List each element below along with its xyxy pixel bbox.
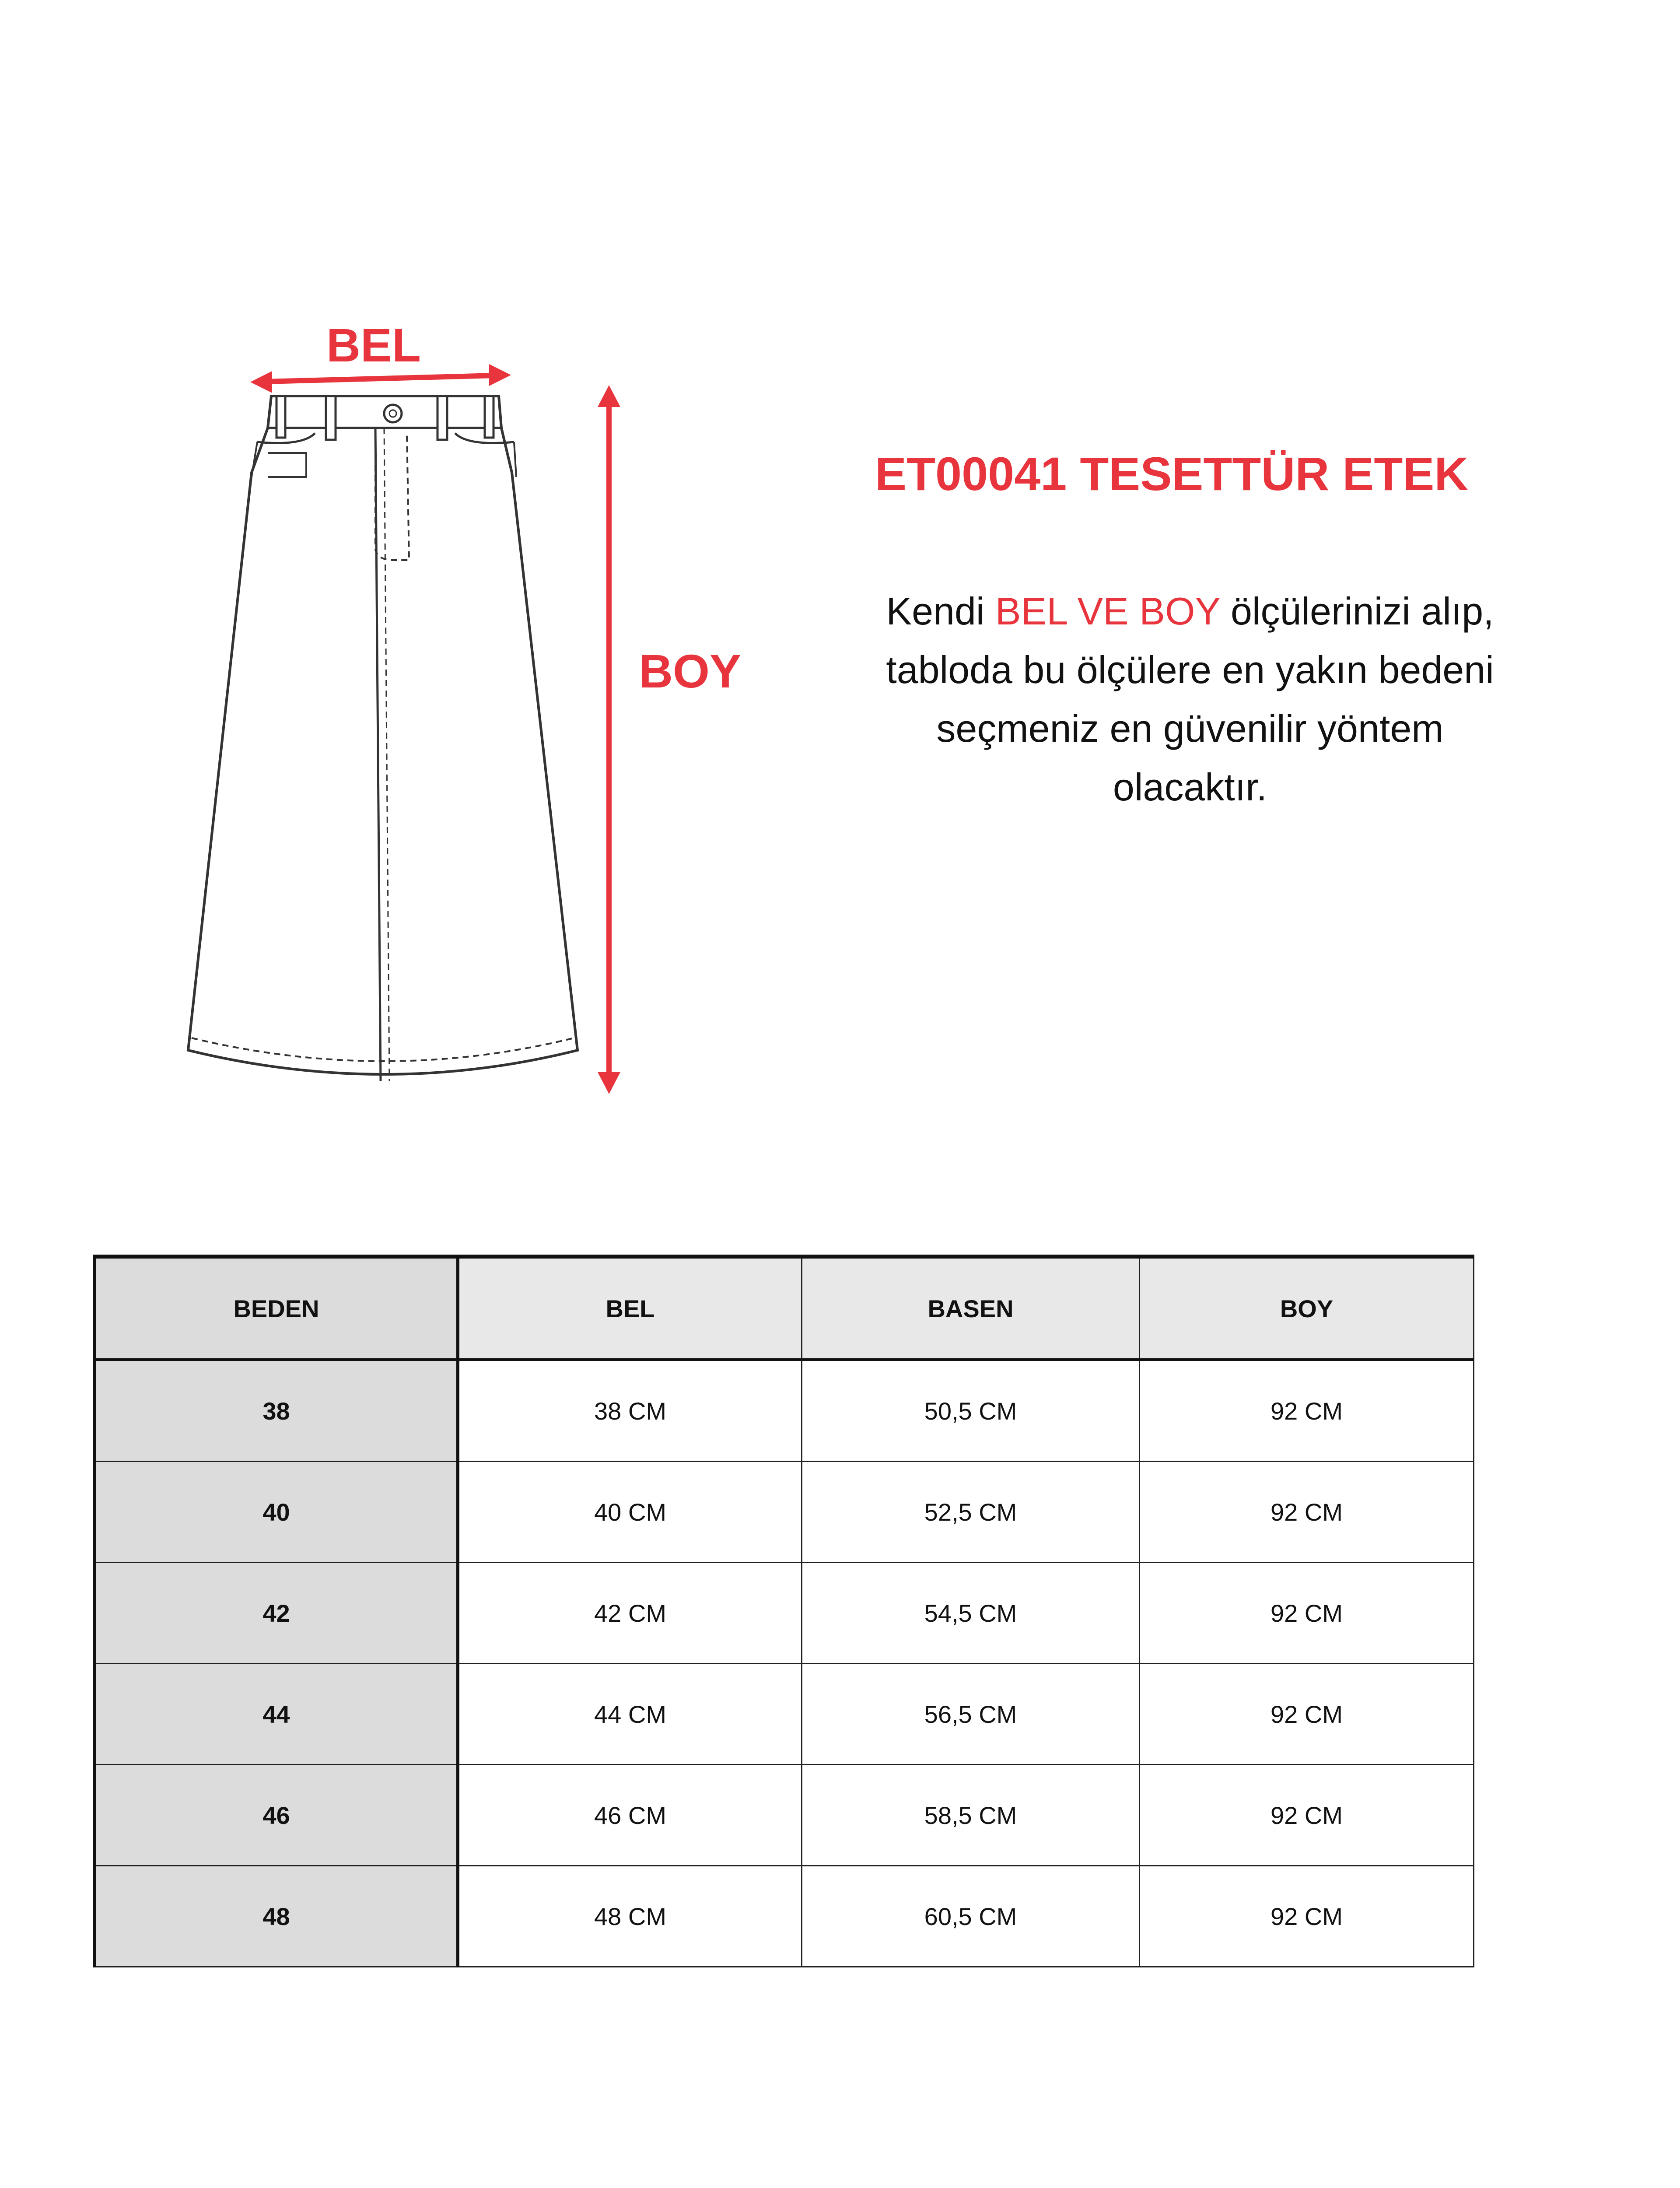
- table-row: [95, 1866, 1474, 1967]
- cell-hip: 50,5 CM: [802, 1360, 1140, 1462]
- belt-loop: [438, 396, 447, 440]
- cell-length: 92 CM: [1140, 1462, 1474, 1563]
- belt-loop: [485, 396, 494, 438]
- cell-length: 92 CM: [1140, 1664, 1474, 1765]
- cell-hip: 60,5 CM: [802, 1866, 1140, 1967]
- cell-size: 40: [95, 1462, 458, 1563]
- cell-waist: 38 CM: [458, 1360, 802, 1462]
- table-row: [95, 1360, 1474, 1462]
- cell-waist: 48 CM: [458, 1866, 802, 1967]
- header-beden: BEDEN: [95, 1257, 458, 1360]
- cell-size: 42: [95, 1563, 458, 1664]
- cell-hip: 54,5 CM: [802, 1563, 1140, 1664]
- cell-length: 92 CM: [1140, 1765, 1474, 1866]
- cell-waist: 44 CM: [458, 1664, 802, 1765]
- belt-loop: [276, 396, 285, 438]
- table-row: [95, 1765, 1474, 1866]
- instructions-text: [884, 582, 1496, 817]
- cell-length: 92 CM: [1140, 1360, 1474, 1462]
- cell-length: 92 CM: [1140, 1563, 1474, 1664]
- cell-size: 48: [95, 1866, 458, 1967]
- cell-hip: 52,5 CM: [802, 1462, 1140, 1563]
- cell-size: 38: [95, 1360, 458, 1462]
- header-bel: BEL: [458, 1257, 802, 1360]
- cell-hip: 58,5 CM: [802, 1765, 1140, 1866]
- cell-waist: 46 CM: [458, 1765, 802, 1866]
- cell-size: 44: [95, 1664, 458, 1765]
- length-label: BOY: [639, 645, 742, 698]
- instructions-part1: Kendi: [886, 589, 995, 633]
- skirt-drawing: [188, 396, 578, 1081]
- header-boy: BOY: [1140, 1257, 1474, 1360]
- cell-waist: 40 CM: [458, 1462, 802, 1563]
- cell-length: 92 CM: [1140, 1866, 1474, 1967]
- instructions-part2: ölçülerinizi alıp, tabloda bu ölçülere en yakın bedeni seçmeniz en güvenilir yöntem olacaktır.: [886, 589, 1494, 809]
- header-basen: BASEN: [802, 1257, 1140, 1360]
- table-row: [95, 1563, 1474, 1664]
- belt-loop: [326, 396, 336, 440]
- table-row: [95, 1462, 1474, 1563]
- table-row: [95, 1664, 1474, 1765]
- table-header-row: [95, 1257, 1474, 1360]
- size-table: [93, 1255, 1474, 1967]
- cell-size: 46: [95, 1765, 458, 1866]
- button: [384, 405, 402, 422]
- length-arrow: [598, 385, 620, 1094]
- cell-waist: 42 CM: [458, 1563, 802, 1664]
- waist-label: BEL: [326, 319, 421, 372]
- instructions-highlight: BEL VE BOY: [995, 589, 1220, 633]
- product-title: ET00041 TESETTÜR ETEK: [875, 447, 1469, 500]
- cell-hip: 56,5 CM: [802, 1664, 1140, 1765]
- skirt-body: [188, 428, 578, 1074]
